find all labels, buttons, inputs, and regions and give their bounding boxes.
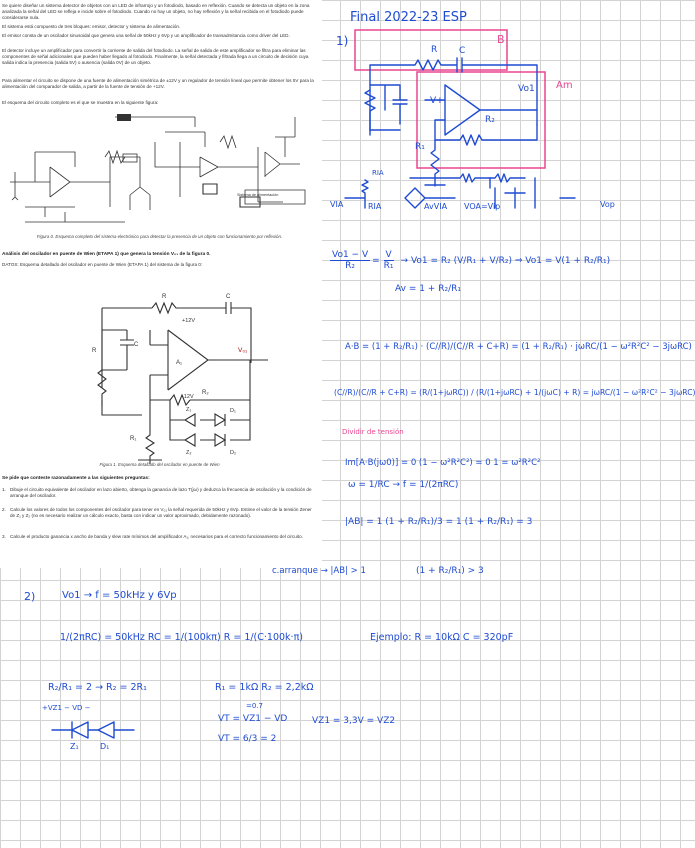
fig1-label-A1: A₁ [176, 360, 183, 366]
figure-0-schematic [5, 112, 315, 230]
zener-vz-label: +VZ1 − VD − [42, 704, 91, 712]
figure-0-caption: Figura 0. Esquema completo del sistema electrónico para detectar la presencia de un objeto con funcionamiento por reflexión. [36, 234, 283, 239]
block-label-Am: Am [556, 80, 573, 91]
equation-omega: ω = 1/RC → f = 1/(2πRC) [348, 480, 459, 490]
note-dividir-tension: Dividir de tensión [342, 428, 404, 436]
fig1-label-R: R [162, 294, 167, 300]
equation-magnitude: |AB| = 1 (1 + R₂/R₁)/3 = 1 (1 + R₂/R₁) = 3 [345, 517, 533, 527]
vd-0-7-note: =0.7 [246, 702, 263, 710]
eq-circuit-label-AvVIA: AvVIA [424, 202, 448, 211]
block-label-B: B [497, 33, 505, 46]
question-1: Dibuje el circuito equivalente del oscilador en lazo abierto, obtenga la ganancia de lazo T(jω) y deduzca la frecuencia de oscilación y la condición de arranque del oscilador. [10, 487, 312, 499]
fig1-label-Z2: Z₂ [186, 450, 192, 456]
equation-vt2: VT = 6/3 = 2 [218, 734, 277, 744]
resistor-values: R₁ = 1kΩ R₂ = 2,2kΩ [215, 682, 314, 693]
eq-circuit-label-VIA: VIA [330, 200, 344, 209]
zener-label-Z1: Z₁ [70, 742, 79, 751]
equation-imaginary: Im[A·B(jω0)] = 0 (1 − ω²R²C²) = 0 1 = ω²R²C² [345, 458, 541, 468]
question-3: Calcule el producto ganancia x ancho de banda y slew rate mínimos del amplificador A₁, necesarios para el correcto funcionamiento del circuito. [10, 534, 303, 539]
doc-paragraph-6: El esquema del circuito completo es el que se muestra en la siguiente figura: [2, 100, 159, 105]
eq1-lhs-num: Vo1 − V [332, 250, 369, 260]
fig1-label-R2: R₂ [202, 390, 209, 396]
circuit-label-Vplus: V+ [430, 96, 444, 106]
equation-zc-divider: (C//R)/(C//R + C+R) = (R/(1+jωRC)) / (R/(1+jωRC) + 1/(jωC) + R) = jωRC/(1 − ω²R²C² − 3jωRC) [334, 388, 695, 397]
example-values: Ejemplo: R = 10kΩ C = 320pF [370, 632, 514, 643]
eq1-rest: → Vo1 = R₂ (V/R₁ + V/R₂) ⇒ Vo1 = V(1 + R₂/R₁) [400, 255, 611, 266]
equation-av: Av = 1 + R₂/R₁ [395, 284, 461, 294]
circuit-label-Vo1: Vo1 [518, 84, 535, 94]
figure-1-caption: Figura 1. Esquema detallado del oscilador en puente de Wien [99, 462, 220, 467]
fig1-label-D1: D₁ [230, 408, 236, 414]
fig1-label-R-left: R [92, 348, 97, 354]
eq-circuit-label-VOA: VOA=Vip [464, 202, 501, 211]
fig1-label-vo1: V₀₁ [238, 347, 248, 354]
questions-heading: Se pide que conteste razonadamente a las siguientes preguntas: [2, 476, 150, 481]
eq-circuit-label-RIA-top: RIA [372, 169, 384, 177]
equation-vt1: VT = VZ1 − VD [218, 714, 288, 724]
q2-spec: Vo1 → f = 50kHz y 6Vp [62, 590, 177, 601]
equation-arranque: c.arranque → |AB| > 1 [272, 566, 366, 576]
fig1-label-R1: R₁ [130, 436, 137, 442]
fig1-label-vplus: +12V [182, 318, 195, 324]
fig1-label-C: C [226, 294, 231, 300]
circuit-label-R2: R₂ [485, 115, 495, 125]
question-2-label: 2) [24, 590, 36, 603]
notes-title: Final 2022-23 ESP [350, 10, 467, 25]
doc-paragraph-5: Para alimentar el circuito se dispone de una fuente de alimentación simétrica de ±12V y un regulador de tensión lineal que permite obtener los 5V para la alimentación del comparador de salida, a partir de la fuente de tensión de +12V. [2, 78, 314, 90]
section-title: Análisis del oscilador en puente de Wien (ETAPA 1) que genera la tensión V₀₁ de la figura 0. [2, 252, 211, 257]
doc-paragraph-3: El emisor consta de un oscilador sinusoidal que genera una señal de 50kHz y 6Vp y un amplificador de transadmitancia como driver del LED. [2, 33, 290, 38]
question-1-label: 1) [336, 34, 349, 48]
fig1-label-Z1: Z₁ [186, 407, 192, 413]
equation-rc: 1/(2πRC) = 50kHz RC = 1/(100kπ) R = 1/(C·100k·π) [60, 632, 303, 643]
circuit-label-R1: R₁ [415, 142, 425, 152]
fig1-label-C-left: C [134, 342, 139, 348]
equation-vo1 [328, 250, 610, 271]
eq1-equals: = [372, 255, 380, 266]
circuit-label-C: C [459, 46, 466, 56]
doc-paragraph-1: Se quiere diseñar un sistema detector de objetos con un LED de infrarrojo y un fotodiodo, basado en reflexión. Cuando se detecta un objeto en la zona analizada la señal del LED se refleja e incide sobre el fotodiodo. Cuando no hay un objeto, no hay reflexión y la señal recibida en el fotodiodo puede considerarse nula. [2, 3, 310, 21]
datos-text: DATOS: Esquema detallado del oscilador en puente de Wien (ETAPA 1) del sistema de la figura 0: [2, 262, 203, 267]
figure-1-wien-oscillator [90, 290, 280, 458]
doc-paragraph-4: El detector incluye un amplificador para convertir la corriente de salida del fotodiodo. La señal de salida de este amplificador se filtra para eliminar las componentes de señal adicionales que pueden haber llegado al fotodiodo. Finalmente, la señal detectada y filtrada llega a un circuito de decisión cuya salida indica la presencia (salida 5V) o ausencia (salida 0V) de un objeto. [2, 48, 309, 66]
circuit-label-R: R [431, 45, 438, 55]
figure-0-label: Sistema de alimentación [237, 193, 279, 197]
equation-arranque-cond: (1 + R₂/R₁) > 3 [416, 566, 484, 576]
eq1-v-den: R₁ [383, 261, 394, 271]
doc-paragraph-2: El sistema está compuesto de tres bloques: emisor, detector y sistema de alimentación. [2, 24, 181, 29]
fig1-label-vminus: -12V [182, 394, 194, 400]
exam-document: Se quiere diseñar un sistema detector de objetos con un LED de infrarrojo y un fotodiodo, basado en reflexión. Cuando se detecta un objeto en la zona analizada la señal del LED se refleja e incide sobre el fotodiodo. Cuando no hay un objeto, no hay reflexión y la señal recibida en el fotodiodo puede considerarse nula. El sistema está compuesto de tres bloques: emisor, detector y sistema de alimentación. El emisor consta de un oscilador sinusoidal que genera una señal de 50kHz y 6Vp y un amplificador de transadmitancia como driver del LED. El detector incluye un amplificador para convertir la corriente de salida del fotodiodo. La señal de salida de este amplificador se filtra para eliminar las componentes de señal adicionales que pueden haber llegado al fotodiodo. Finalmente, la señal detectada y filtrada llega a un circuito de decisión cuya salida indica la presencia (salida 5V) o ausencia (salida 0V) de un objeto. Para alimentar el circuito se dispone de una fuente de alimentación simétrica de ±12V y un regulador de tensión lineal que permite obtener los 5V para la alimentación del comparador de salida, a partir de la fuente de tensión de +12V. El esquema del circuito completo es el que se muestra en la siguiente figura: Sistema de alimentación Figura 0. Esquema completo del sistema electrónico para detectar la presencia de un objeto con funcionamiento por reflexión. Análisis del oscilador en puente de Wien (ETAPA 1) que genera la tensión V₀₁ de la figura 0. DATOS: Esquema detallado del oscilador en puente de Wien (ETAPA 1) del sistema de la figura 0: R C R C +12V -12V A₁ V₀₁ R₂ R₁ Z₁ D₁ Z₂ D₂ Figura 1. Esquema detallado del oscilador en puente de Wien Se pide que conteste razonadamente a las siguientes preguntas: 1. Dibuje el circuito equivalente del oscilador en lazo abierto, obtenga la ganancia de lazo T(jω) y deduzca la frecuencia de oscilación y la condición de arranque del oscilador. 2. Calcule los valores de todos los componentes del oscilador para tener en V₀₁ la señal requerida de 50kHz y 6Vp. Estime el valor de la tensión Zener de Z₁ y Z₂ (no es necesario realizar un cálculo exacto, basta con indicar un valor aproximado, debidamente razonado). 3. Calcule el producto ganancia x ancho de banda y slew rate mínimos del amplificador A₁, necesarios para el correcto funcionamiento del circuito. [0, 0, 322, 568]
fig1-label-D2: D₂ [230, 450, 237, 456]
equation-ab: A·B = (1 + R₂/R₁) · (C//R)/(C//R + C+R) = (1 + R₂/R₁) · jωRC/(1 − ω²R²C² − 3jωRC) [345, 342, 692, 352]
eq-circuit-label-Vop: Vop [600, 200, 615, 209]
diode-label-D1: D₁ [100, 742, 110, 751]
question-2: Calcule los valores de todos los componentes del oscilador para tener en V₀₁ la señal requerida de 50kHz y 6Vp. Estime el valor de la tensión Zener de Z₁ y Z₂ (no es necesario realizar un cálculo exacto, basta con indicar un valor aproximado, debidamente razonado). [10, 507, 312, 519]
equation-ratio: R₂/R₁ = 2 → R₂ = 2R₁ [48, 682, 147, 693]
equation-vz: VZ1 = 3,3V = VZ2 [312, 716, 396, 726]
eq1-v-num: V [385, 250, 392, 260]
zener-diode-sketch [50, 710, 170, 750]
eq-circuit-label-RIA: RIA [368, 202, 382, 211]
eq1-lhs-den: R₂ [345, 261, 355, 271]
